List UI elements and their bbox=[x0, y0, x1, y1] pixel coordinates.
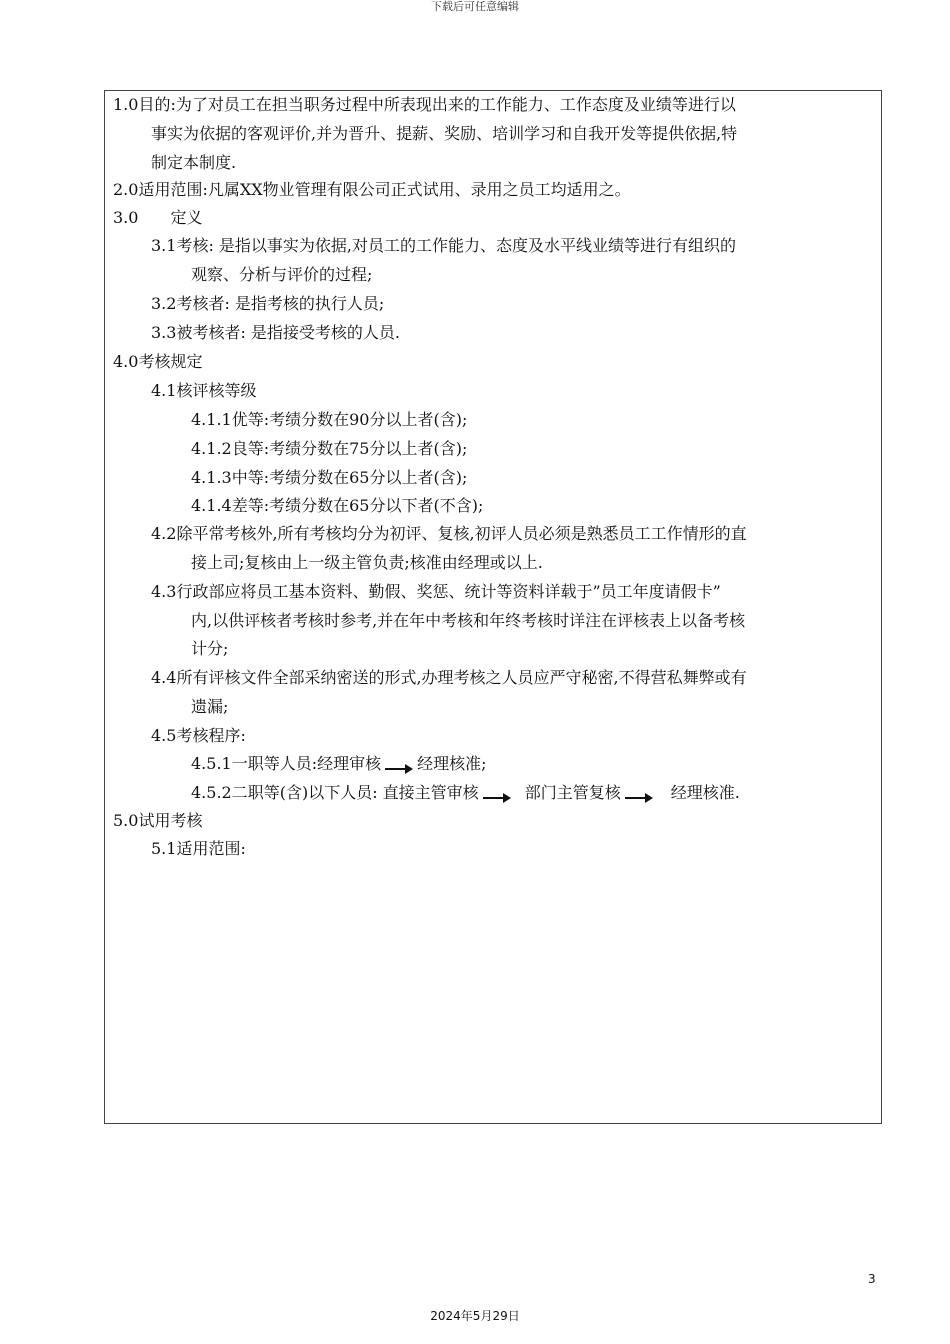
arrow-right-icon bbox=[483, 789, 511, 801]
section-4-1-1: 4.1.1优等:考绩分数在90分以上者(含); bbox=[191, 410, 468, 429]
section-4-5-1 bbox=[191, 749, 487, 778]
section-4-4-line-1: 4.4所有评核文件全部采纳密送的形式,办理考核之人员应严守秘密,不得营私舞弊或有 bbox=[151, 668, 747, 687]
section-4-4-line-2: 遗漏; bbox=[191, 697, 229, 716]
content-box bbox=[104, 90, 882, 1124]
section-4-1-3: 4.1.3中等:考绩分数在65分以上者(含); bbox=[191, 468, 468, 487]
section-5-1: 5.1适用范围: bbox=[151, 839, 246, 858]
flow-step-manager-approve: 经理核准; bbox=[417, 754, 487, 773]
section-4-3-line-1: 4.3行政部应将员工基本资料、勤假、奖惩、统计等资料详载于”员工年度请假卡” bbox=[151, 582, 721, 601]
arrow-right-icon bbox=[625, 789, 653, 801]
section-4-1-4: 4.1.4差等:考绩分数在65分以下者(不含); bbox=[191, 496, 484, 515]
section-5-heading: 5.0试用考核 bbox=[113, 811, 203, 830]
section-4-2-line-2: 接上司;复核由上一级主管负责;核准由经理或以上. bbox=[191, 553, 543, 572]
page-number: 3 bbox=[868, 1272, 876, 1286]
section-4-5: 4.5考核程序: bbox=[151, 726, 246, 745]
section-2: 2.0适用范围:凡属XX物业管理有限公司正式试用、录用之员工均适用之。 bbox=[113, 180, 631, 199]
section-4-2-line-1: 4.2除平常考核外,所有考核均分为初评、复核,初评人员必须是熟悉员工工作情形的直 bbox=[151, 524, 747, 543]
section-3-2: 3.2考核者: 是指考核的执行人员; bbox=[151, 294, 385, 313]
section-1-line-2: 事实为依据的客观评价,并为晋升、提薪、奖励、培训学习和自我开发等提供依据,特 bbox=[151, 124, 738, 143]
section-4-5-2 bbox=[191, 778, 740, 807]
footer-date: 2024年5月29日 bbox=[430, 1309, 520, 1323]
flow-step-dept-review: 部门主管复核 bbox=[524, 783, 621, 802]
section-4-heading: 4.0考核规定 bbox=[113, 352, 203, 371]
section-1-line-1: 1.0目的:为了对员工在担当职务过程中所表现出来的工作能力、工作态度及业绩等进行以 bbox=[113, 95, 736, 114]
section-4-3-line-3: 计分; bbox=[191, 639, 229, 658]
section-3-1-line-1: 3.1考核: 是指以事实为依据,对员工的工作能力、态度及水平线业绩等进行有组织的 bbox=[151, 236, 737, 255]
section-4-3-line-2: 内,以供评核者考核时参考,并在年中考核和年终考核时详注在评核表上以备考核 bbox=[191, 611, 746, 630]
section-3-1-line-2: 观察、分析与评价的过程; bbox=[191, 265, 373, 284]
arrow-right-icon bbox=[385, 760, 413, 772]
flow-step-final-approve: 经理核准. bbox=[670, 783, 740, 802]
section-1-line-3: 制定本制度. bbox=[151, 153, 237, 172]
page-header: 下载后可任意编辑 bbox=[431, 0, 519, 13]
section-3-3: 3.3被考核者: 是指接受考核的人员. bbox=[151, 323, 401, 342]
section-4-1-2: 4.1.2良等:考绩分数在75分以上者(含); bbox=[191, 439, 468, 458]
flow-step-supervisor-review: 4.5.2二职等(含)以下人员: 直接主管审核 bbox=[191, 783, 479, 802]
flow-step-manager-review: 4.5.1一职等人员:经理审核 bbox=[191, 754, 382, 773]
section-4-1: 4.1核评核等级 bbox=[151, 381, 257, 400]
section-3-heading: 3.0 定义 bbox=[113, 208, 203, 227]
